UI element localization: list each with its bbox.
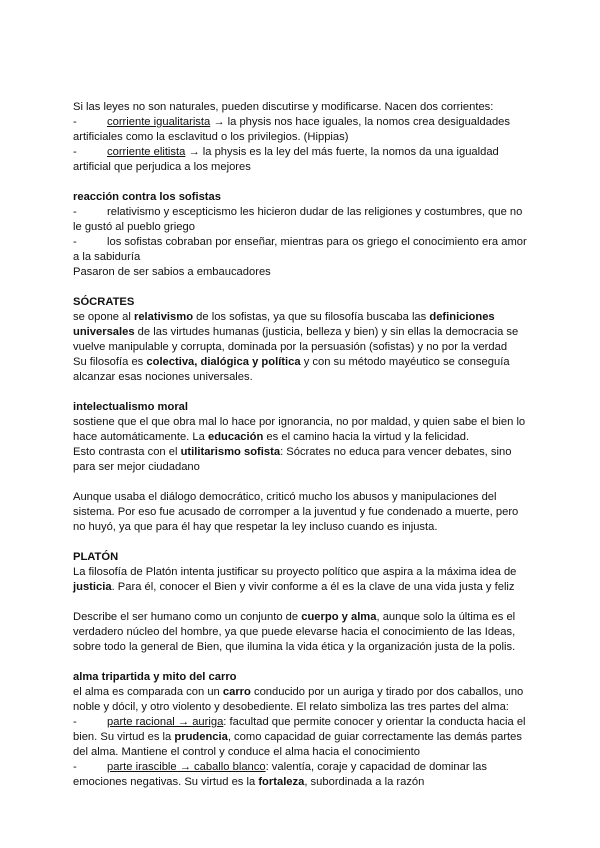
list-item-irascible: - parte irascible → caballo blanco: valentía, coraje y capacidad de dominar las emociones negativas. Su virtud es la fortaleza, subordinada a la razón [73,761,487,788]
document-body [73,100,529,790]
platon-paragraph-1: La filosofía de Platón intenta justificar su proyecto político que aspira a la máxima idea de justicia. Para él, conocer el Bien y vivir conforme a él es la clave de una vida justa y feliz [73,566,517,593]
intelectualismo-paragraph-1: sostiene que el que obra mal lo hace por ignorancia, no por maldad, y quien sabe el bien lo hace automáticamente. La educación es el camino hacia la virtud y la felicidad. [73,416,526,443]
intelectualismo-paragraph-2: Esto contrasta con el utilitarismo sofista: Sócrates no educa para vencer debates, sino para ser mejor ciudadano [73,446,512,473]
alma-paragraph-1: el alma es comparada con un carro conducido por un auriga y tirado por dos caballos, uno noble y dócil, y otro violento y desobediente. El relato simboliza las tres partes del alma: [73,686,524,713]
heading-alma: alma tripartida y mito del carro [73,671,237,683]
platon-paragraph-2: Describe el ser humano como un conjunto de cuerpo y alma, aunque solo la última es el verdadero núcleo del hombre, ya que puede elevarse hacia el conocimiento de las Ideas, sobre todo la general de Bien, que ilumina la vida ética y la organización justa de la polis. [73,611,516,653]
heading-socrates: SÓCRATES [73,296,135,308]
list-item-cobraban: - los sofistas cobraban por enseñar, mientras para os griego el conocimiento era amor a la sabiduría [73,236,527,263]
heading-reaccion: reacción contra los sofistas [73,191,221,203]
list-item-elitista: - corriente elitista → la physis es la ley del más fuerte, la nomos da una igualdad artificial que perjudica a los mejores [73,146,499,173]
intelectualismo-paragraph-3: Aunque usaba el diálogo democrático, criticó mucho los abusos y manipulaciones del sistema. Por eso fue acusado de corromper a la juventud y fue condenado a muerte, pero no huyó, ya que para él hay que respetar la ley incluso cuando es injusta. [73,491,519,533]
list-item-racional: - parte racional → auriga: facultad que permite conocer y orientar la conducta hacia el bien. Su virtud es la prudencia, como capacidad de guiar correctamente las demás partes del alma. Mantiene el control y conduce el alma hacia el conocimiento [73,716,526,758]
list-item-igualitarista: - corriente igualitarista → la physis nos hace iguales, la nomos crea desigualdades artificiales como la esclavitud o los privilegios. (Hippias) [73,116,510,143]
reaccion-closing: Pasaron de ser sabios a embaucadores [73,266,271,278]
socrates-paragraph-1: se opone al relativismo de los sofistas, ya que su filosofía buscaba las definiciones universales de las virtudes humanas (justicia, belleza y bien) y sin ellas la democracia se vuelve manipulable y corrupta, dominada por la persuasión (sofistas) y no por la verdad [73,311,519,353]
intro-line: Si las leyes no son naturales, pueden discutirse y modificarse. Nacen dos corrientes: [73,101,494,113]
list-item-relativismo: - relativismo y escepticismo les hicieron dudar de las religiones y costumbres, que no le gustó al pueblo griego [73,206,523,233]
term-racional: parte racional → auriga [107,716,224,728]
term-elitista: corriente elitista [107,146,186,158]
socrates-paragraph-2: Su filosofía es colectiva, dialógica y política y con su método mayéutico se conseguía alcanzar esas nociones universales. [73,356,510,383]
term-igualitarista: corriente igualitarista [107,116,211,128]
heading-platon: PLATÓN [73,551,119,563]
term-irascible: parte irascible → caballo blanco [107,761,266,773]
heading-intelectualismo: intelectualismo moral [73,401,189,413]
